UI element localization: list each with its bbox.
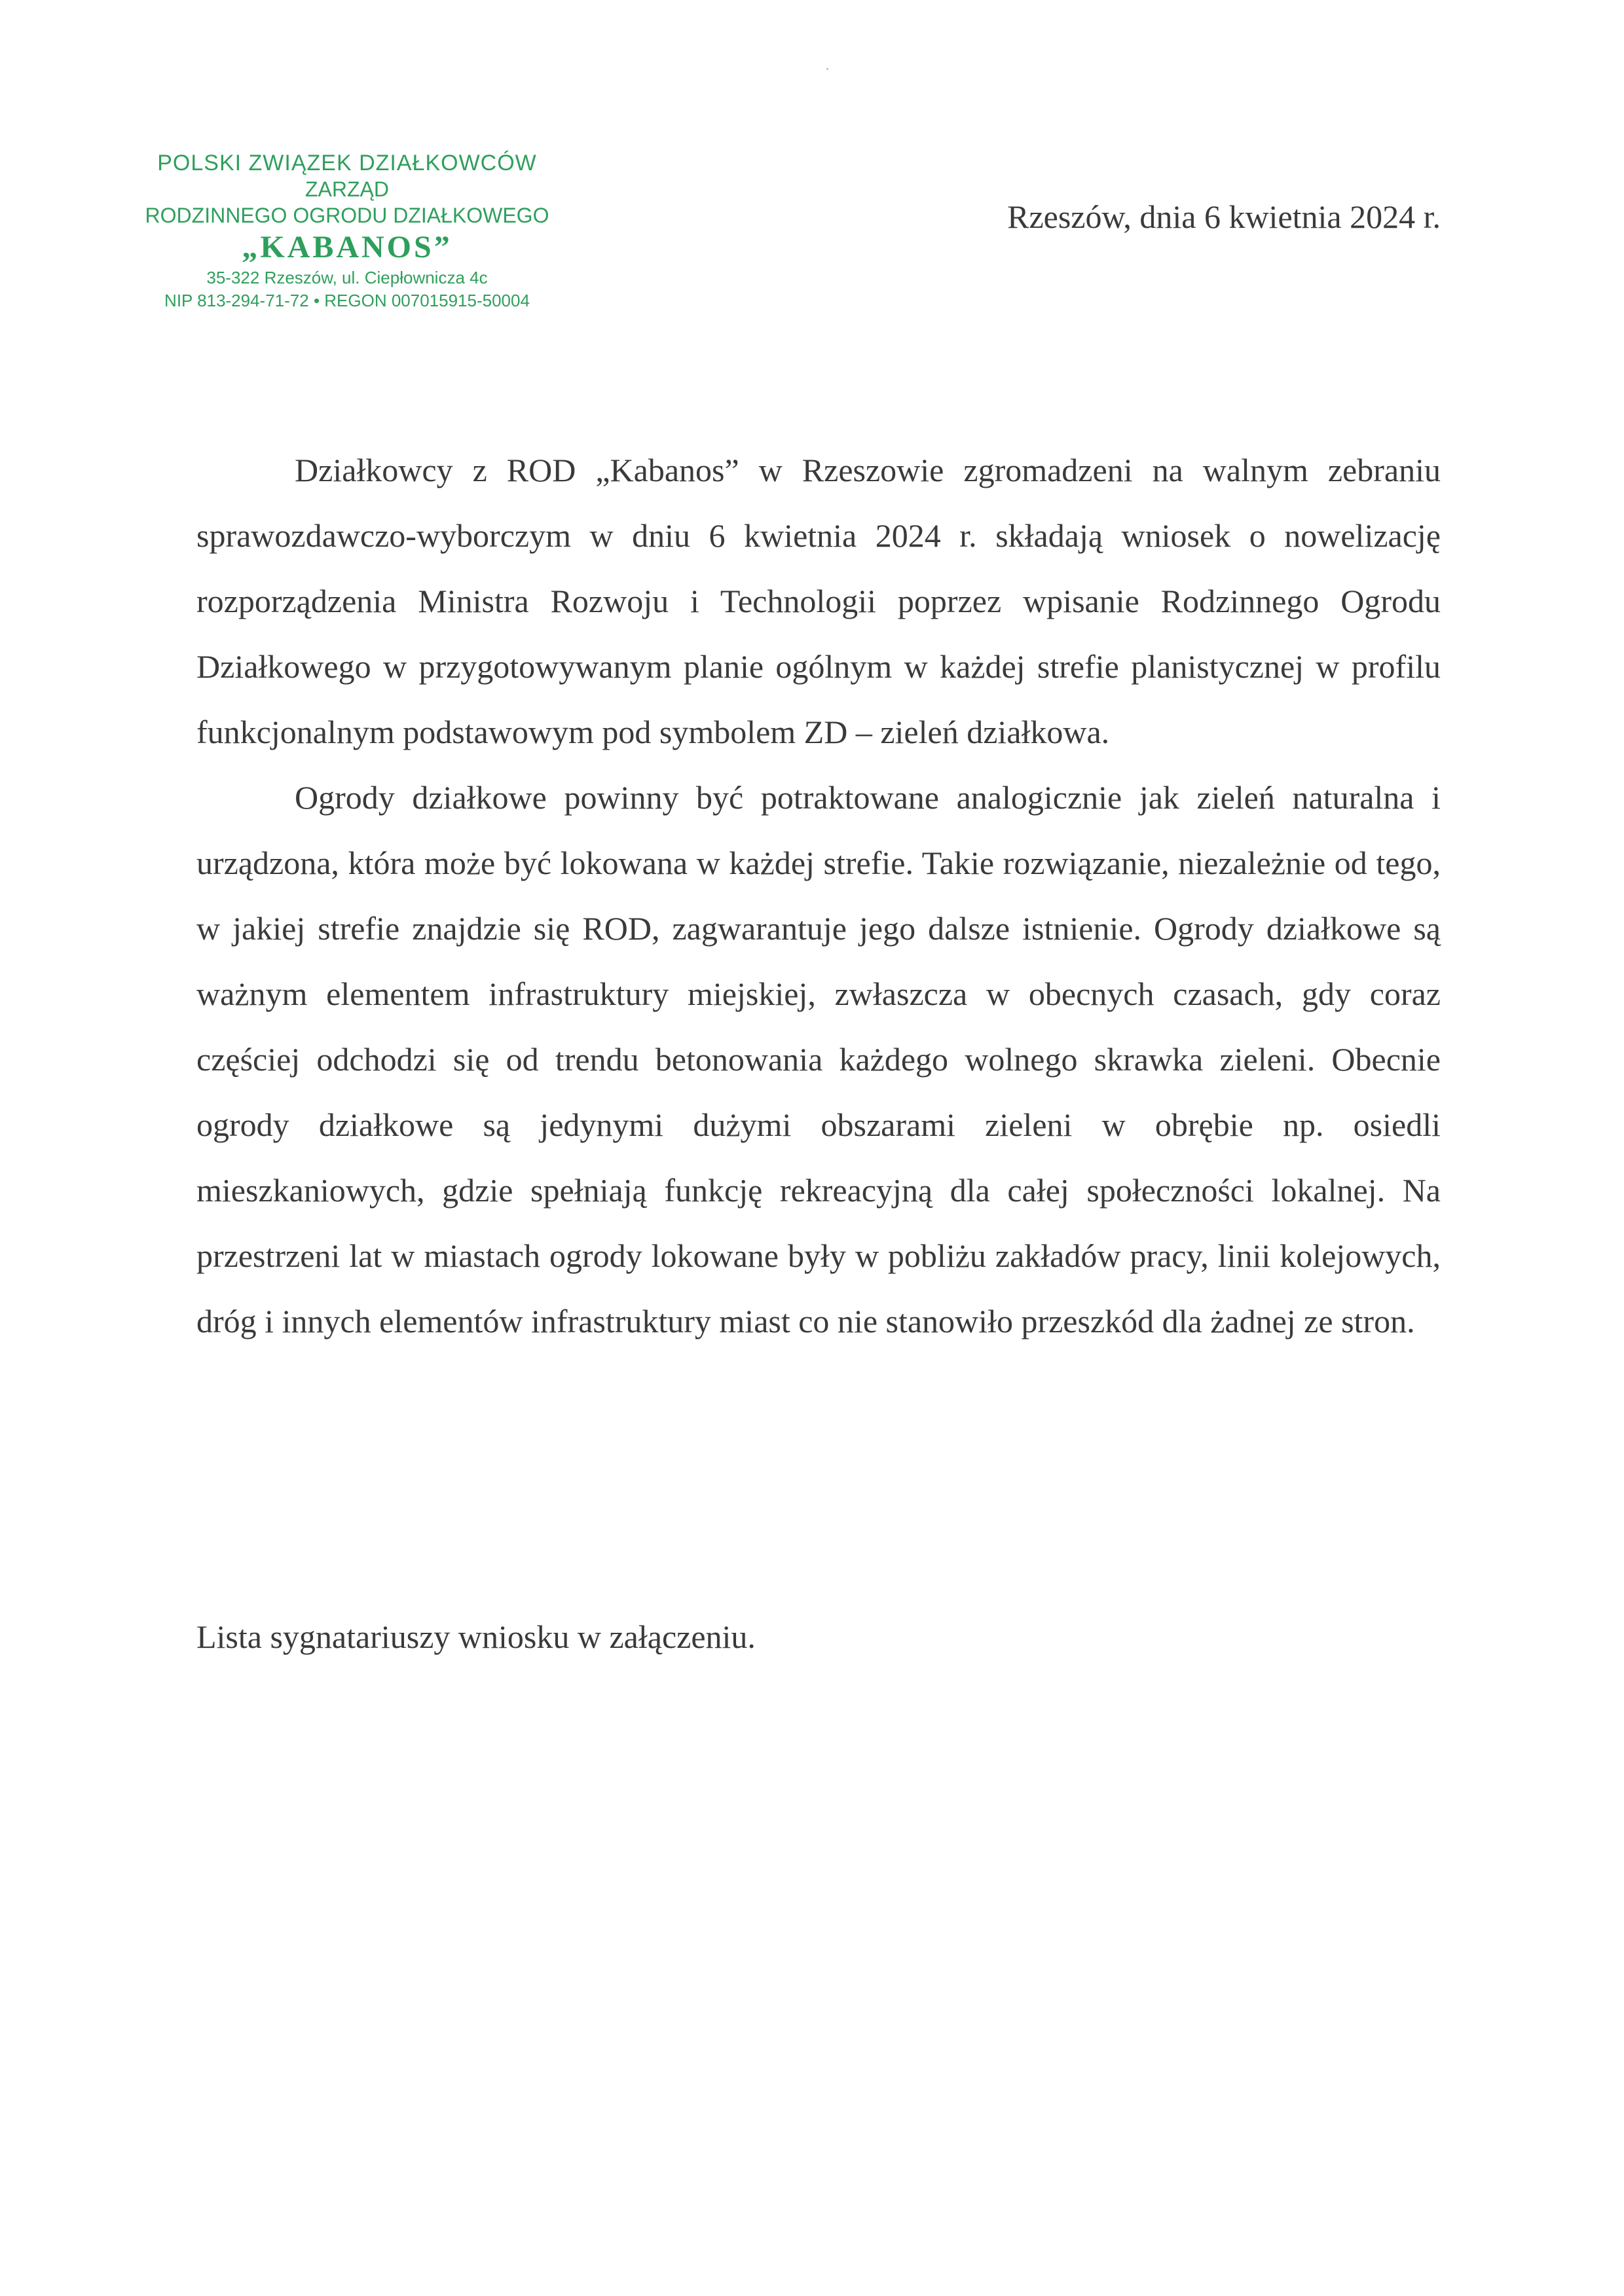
stamp-tax-ids: NIP 813-294-71-72 • REGON 007015915-50004	[164, 291, 530, 310]
closing-line: Lista sygnatariuszy wniosku w załączeniu.	[196, 1618, 756, 1655]
stamp-garden-name: „KABANOS”	[242, 230, 452, 264]
paragraph-2: Ogrody działkowe powinny być potraktowane analogicznie jak zieleń naturalna i urządzona, która może być lokowana w każdej strefie. Takie rozwiązanie, niezależnie od tego, w jakiej strefie znajdzie się ROD, zagwarantuje jego dalsze istnienie. Ogrody działkowe są ważnym elementem infrastruktury miejskiej, zwłaszcza w obecnych czasach, gdy coraz częściej odchodzi się od trendu betonowania każdego wolnego skrawka zieleni. Obecnie ogrody działkowe są jedynymi dużymi obszarami zieleni w obrębie np. osiedli mieszkaniowych, gdzie spełniają funkcję rekreacyjną dla całej społeczności lokalnej. Na przestrzeni lat w miastach ogrody lokowane były w pobliżu zakładów pracy, linii kolejowych, dróg i innych elementów infrastruktury miast co nie stanowiło przeszkód dla żadnej ze stron.	[196, 779, 1441, 1339]
stamp-garden-type: RODZINNEGO OGRODU DZIAŁKOWEGO	[145, 204, 549, 227]
stamp-address: 35-322 Rzeszów, ul. Ciepłownicza 4c	[206, 268, 488, 287]
paragraph-1: Działkowcy z ROD „Kabanos” w Rzeszowie zgromadzeni na walnym zebraniu sprawozdawczo-wyborczym w dniu 6 kwietnia 2024 r. składają wniosek o nowelizację rozporządzenia Ministra Rozwoju i Technologii poprzez wpisanie Rodzinnego Ogrodu Działkowego w przygotowywanym planie ogólnym w każdej strefie planistycznej w profilu funkcjonalnym podstawowym pod symbolem ZD – zieleń działkowa.	[196, 452, 1441, 750]
stamp-board: ZARZĄD	[305, 177, 389, 201]
scan-speck	[826, 68, 828, 70]
date-line: Rzeszów, dnia 6 kwietnia 2024 r.	[1007, 198, 1441, 235]
stamp-organization: POLSKI ZWIĄZEK DZIAŁKOWCÓW	[157, 151, 537, 175]
letterhead-stamp	[118, 149, 576, 312]
letter-body	[196, 437, 1441, 1354]
